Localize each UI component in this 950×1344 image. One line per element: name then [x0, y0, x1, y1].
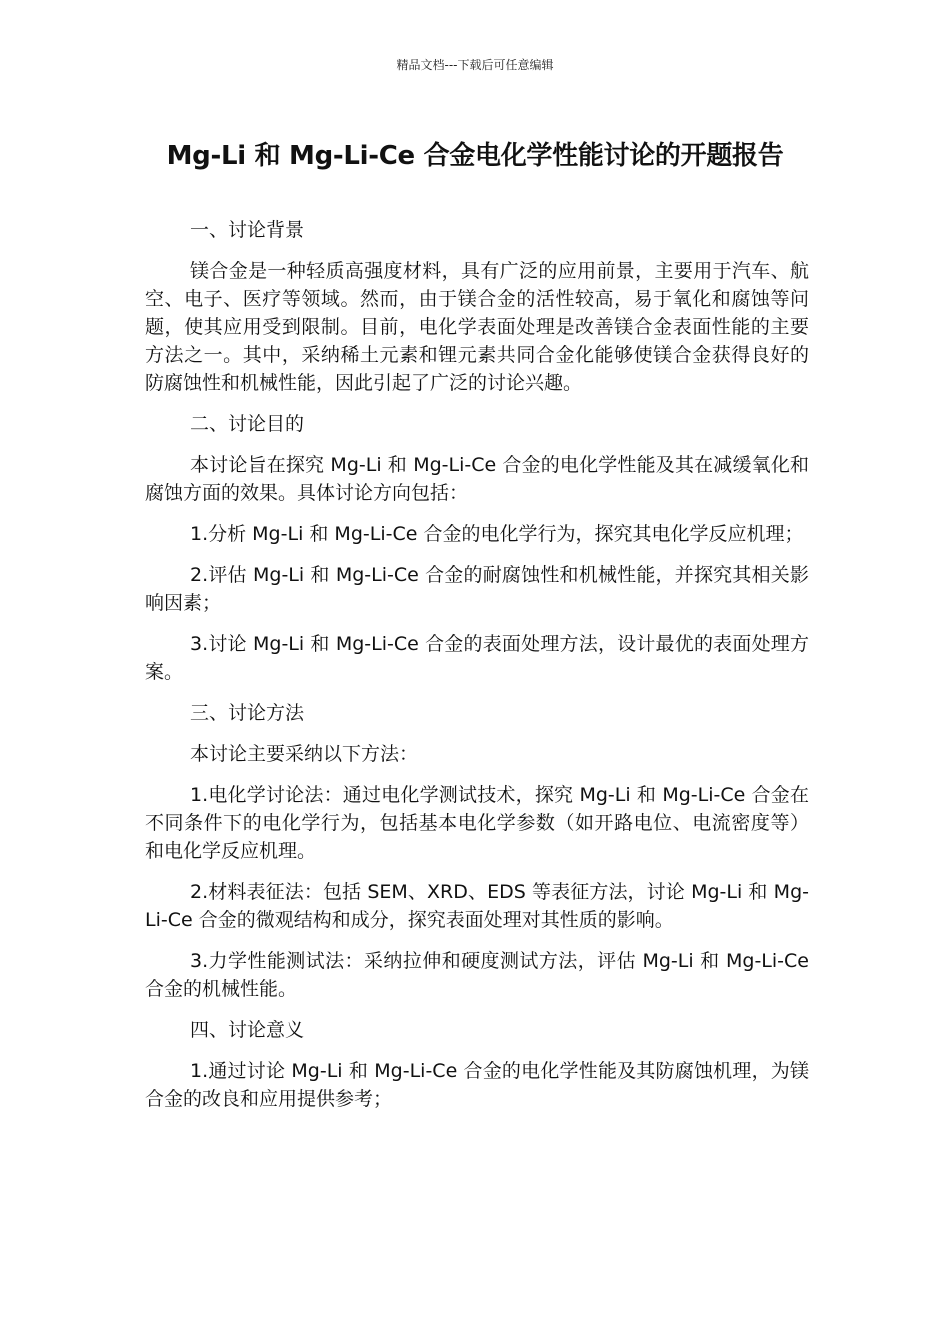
paragraph-background: 镁合金是一种轻质高强度材料，具有广泛的应用前景，主要用于汽车、航空、电子、医疗等领域。然而，由于镁合金的活性较高，易于氧化和腐蚀等问题，使其应用受到限制。目前，电化学表面处理是改善镁合金表面性能的主要方法之一。其中，采纳稀土元素和锂元素共同合金化能够使镁合金获得良好的防腐蚀性和机械性能，因此引起了广泛的讨论兴趣。 [145, 260, 809, 394]
list-item-purpose-1: 1.分析 Mg-Li 和 Mg-Li-Ce 合金的电化学行为，探究其电化学反应机理； [190, 523, 804, 545]
document-body [145, 216, 809, 1126]
list-item-method-1: 1.电化学讨论法：通过电化学测试技术，探究 Mg-Li 和 Mg-Li-Ce 合金在不同条件下的电化学行为，包括基本电化学参数（如开路电位、电流密度等）和电化学反应机理。 [145, 784, 809, 862]
list-item-significance-1: 1.通过讨论 Mg-Li 和 Mg-Li-Ce 合金的电化学性能及其防腐蚀机理，为镁合金的改良和应用提供参考； [145, 1060, 809, 1110]
section-heading-purpose: 二、讨论目的 [190, 413, 305, 435]
paragraph-purpose-intro: 本讨论旨在探究 Mg-Li 和 Mg-Li-Ce 合金的电化学性能及其在减缓氧化和腐蚀方面的效果。具体讨论方向包括： [145, 454, 809, 504]
list-item-method-3: 3.力学性能测试法：采纳拉伸和硬度测试方法，评估 Mg-Li 和 Mg-Li-Ce 合金的机械性能。 [145, 950, 809, 1000]
document-title: Mg-Li 和 Mg-Li-Ce 合金电化学性能讨论的开题报告 [166, 141, 784, 171]
page-header: 精品文档---下载后可任意编辑 [396, 58, 554, 72]
list-item-method-2: 2.材料表征法：包括 SEM、XRD、EDS 等表征方法，讨论 Mg-Li 和 Mg-Li-Ce 合金的微观结构和成分，探究表面处理对其性质的影响。 [145, 881, 809, 931]
section-heading-background: 一、讨论背景 [190, 219, 305, 241]
list-item-purpose-3: 3.讨论 Mg-Li 和 Mg-Li-Ce 合金的表面处理方法，设计最优的表面处理方案。 [145, 633, 809, 683]
section-heading-significance: 四、讨论意义 [190, 1019, 305, 1041]
list-item-purpose-2: 2.评估 Mg-Li 和 Mg-Li-Ce 合金的耐腐蚀性和机械性能，并探究其相关影响因素； [145, 564, 809, 614]
section-heading-methods: 三、讨论方法 [190, 702, 305, 724]
paragraph-methods-intro: 本讨论主要采纳以下方法： [190, 743, 419, 765]
